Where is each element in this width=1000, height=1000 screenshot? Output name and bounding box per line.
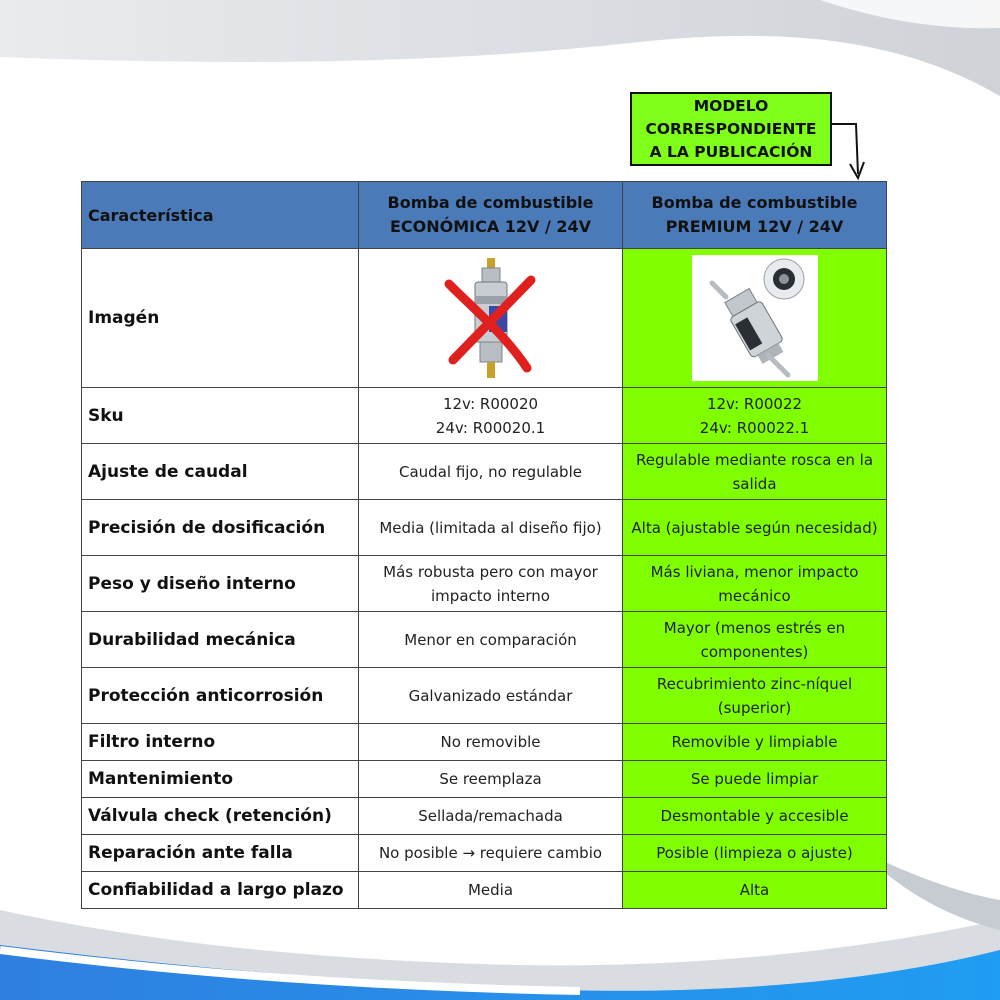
premium-value: Regulable mediante rosca en la salida bbox=[623, 444, 887, 500]
table-row bbox=[82, 500, 887, 556]
feature-label: Protección anticorrosión bbox=[82, 668, 359, 724]
sku-label: Sku bbox=[82, 388, 359, 444]
comparison-table bbox=[81, 181, 887, 909]
premium-value: Recubrimiento zinc-níquel (superior) bbox=[623, 668, 887, 724]
image-row bbox=[82, 249, 887, 388]
callout-line: A LA PUBLICACIÓN bbox=[649, 142, 813, 161]
table-row bbox=[82, 798, 887, 835]
table-row bbox=[82, 761, 887, 798]
table-row bbox=[82, 668, 887, 724]
sku-premium bbox=[623, 388, 887, 444]
premium-value: Removible y limpiable bbox=[623, 724, 887, 761]
premium-value: Más liviana, menor impacto mecánico bbox=[623, 556, 887, 612]
image-row-label: Imagén bbox=[82, 249, 359, 388]
feature-label: Reparación ante falla bbox=[82, 835, 359, 872]
header-economica-line: Bomba de combustible bbox=[387, 193, 594, 212]
premium-value: Mayor (menos estrés en componentes) bbox=[623, 612, 887, 668]
premium-value: Se puede limpiar bbox=[623, 761, 887, 798]
economica-value: Se reemplaza bbox=[359, 761, 623, 798]
economica-value: Más robusta pero con mayor impacto interno bbox=[359, 556, 623, 612]
callout-line: CORRESPONDIENTE bbox=[645, 119, 817, 138]
header-premium bbox=[623, 182, 887, 249]
header-premium-line: Bomba de combustible bbox=[651, 193, 858, 212]
economica-value: Media (limitada al diseño fijo) bbox=[359, 500, 623, 556]
callout-line: MODELO bbox=[693, 96, 769, 115]
table-row bbox=[82, 444, 887, 500]
table-row bbox=[82, 835, 887, 872]
fuel-pump-crossed-icon bbox=[431, 256, 551, 381]
callout-modelo-correspondiente bbox=[630, 92, 832, 166]
economica-value: Caudal fijo, no regulable bbox=[359, 444, 623, 500]
economica-value: No removible bbox=[359, 724, 623, 761]
sku-line: 12v: R00020 bbox=[442, 394, 539, 413]
economica-value: Sellada/remachada bbox=[359, 798, 623, 835]
premium-pump-image bbox=[623, 249, 887, 388]
table-row bbox=[82, 872, 887, 909]
feature-label: Filtro interno bbox=[82, 724, 359, 761]
header-premium-line: PREMIUM 12V / 24V bbox=[665, 217, 844, 236]
sku-line: 12v: R00022 bbox=[706, 394, 803, 413]
feature-label: Peso y diseño interno bbox=[82, 556, 359, 612]
feature-label: Válvula check (retención) bbox=[82, 798, 359, 835]
sku-line: 24v: R00020.1 bbox=[435, 418, 546, 437]
premium-value: Alta (ajustable según necesidad) bbox=[623, 500, 887, 556]
table-row bbox=[82, 612, 887, 668]
table-row bbox=[82, 556, 887, 612]
sku-economica bbox=[359, 388, 623, 444]
table-row bbox=[82, 724, 887, 761]
background-swoosh-top bbox=[0, 0, 1000, 110]
callout-arrow-icon bbox=[830, 118, 870, 184]
feature-label: Mantenimiento bbox=[82, 761, 359, 798]
sku-line: 24v: R00022.1 bbox=[699, 418, 810, 437]
feature-label: Precisión de dosificación bbox=[82, 500, 359, 556]
premium-value: Desmontable y accesible bbox=[623, 798, 887, 835]
economica-value: Media bbox=[359, 872, 623, 909]
header-economica-line: ECONÓMICA 12V / 24V bbox=[389, 217, 592, 236]
premium-value: Posible (limpieza o ajuste) bbox=[623, 835, 887, 872]
economica-value: Menor en comparación bbox=[359, 612, 623, 668]
table-header-row bbox=[82, 182, 887, 249]
feature-label: Durabilidad mecánica bbox=[82, 612, 359, 668]
feature-label: Ajuste de caudal bbox=[82, 444, 359, 500]
header-economica bbox=[359, 182, 623, 249]
table-row bbox=[82, 388, 887, 444]
feature-label: Confiabilidad a largo plazo bbox=[82, 872, 359, 909]
fuel-pump-icon bbox=[692, 255, 818, 381]
economica-value: No posible → requiere cambio bbox=[359, 835, 623, 872]
economica-value: Galvanizado estándar bbox=[359, 668, 623, 724]
economica-pump-image bbox=[359, 249, 623, 388]
header-feature: Característica bbox=[82, 182, 359, 249]
premium-value: Alta bbox=[623, 872, 887, 909]
